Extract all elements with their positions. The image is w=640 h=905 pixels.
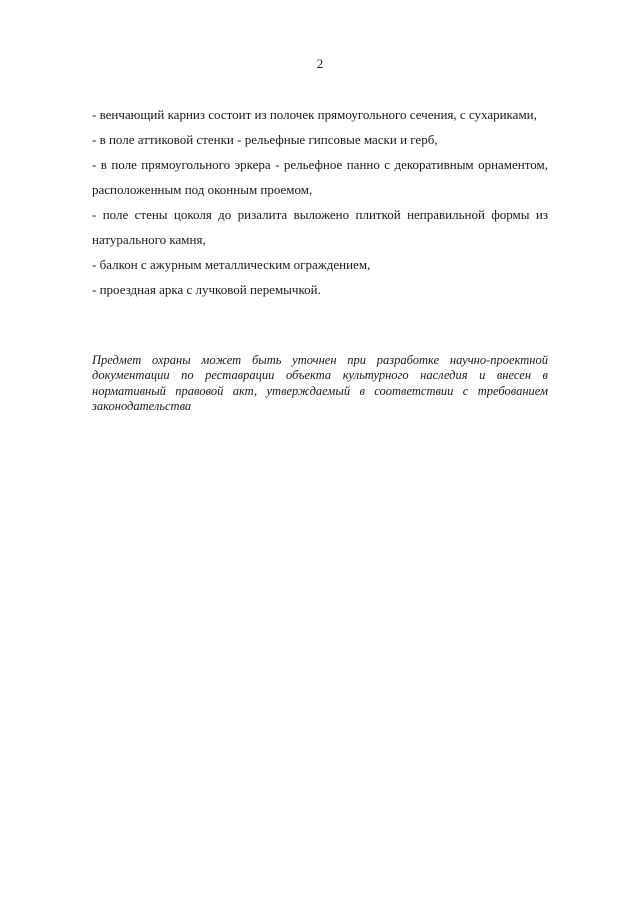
list-item: - балкон с ажурным металлическим ограждением, xyxy=(92,257,371,272)
list-item: - в поле прямоугольного эркера - рельефное панно с декоративным орнаментом, расположенным под оконным проемом, xyxy=(92,157,548,197)
protection-items-list xyxy=(92,102,548,302)
protection-note: Предмет охраны может быть уточнен при разработке научно-проектной документации по реставрации объекта культурного наследия и внесен в нормативный правовой акт, утверждаемый в соответствии с требованием законодательства xyxy=(92,352,548,413)
list-item: - проездная арка с лучковой перемычкой. xyxy=(92,282,321,297)
list-item: - венчающий карниз состоит из полочек прямоугольного сечения, с сухариками, xyxy=(92,107,537,122)
list-item: - в поле аттиковой стенки - рельефные гипсовые маски и герб, xyxy=(92,132,438,147)
list-item: - поле стены цоколя до ризалита выложено плиткой неправильной формы из натурального камня, xyxy=(92,207,548,247)
page-number: 2 xyxy=(316,56,324,71)
